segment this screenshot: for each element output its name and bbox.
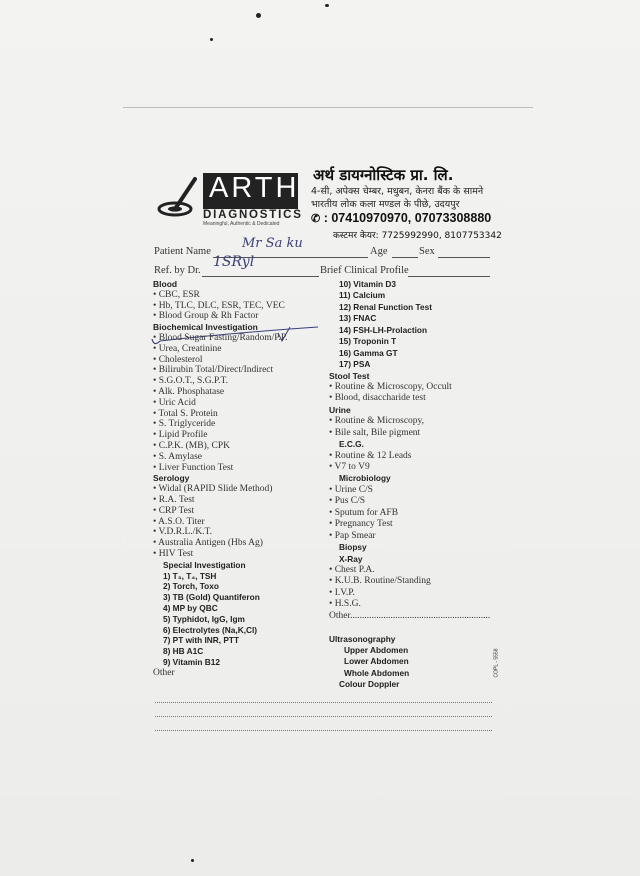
test-item: • C.P.K. (MB), CPK — [153, 440, 230, 451]
test-item: 15) Troponin T — [339, 336, 397, 347]
test-item: • Blood, disaccharide test — [329, 393, 426, 404]
test-item: • Routine & 12 Leads — [329, 450, 412, 461]
test-item: • Alk. Phosphatase — [153, 386, 225, 397]
company-address — [311, 185, 483, 211]
other-line-3 — [155, 730, 492, 731]
test-item: • Sputum for AFB — [329, 507, 399, 518]
test-item: • Australia Antigen (Hbs Ag) — [153, 538, 263, 549]
test-item: • Urine C/S — [329, 484, 373, 495]
test-item: 14) FSH-LH-Prolaction — [339, 324, 428, 335]
sex-label: Sex — [419, 246, 435, 257]
test-item: Whole Abdomen — [344, 667, 410, 678]
test-item: 13) FNAC — [339, 313, 377, 324]
test-item: 17) PSA — [339, 359, 371, 370]
test-item: Colour Doppler — [339, 679, 400, 690]
phone-numbers — [311, 211, 491, 225]
other-line-2 — [155, 716, 492, 717]
customer-care: कस्टमर केयर: 7725992990, 8107753342 — [333, 231, 502, 241]
test-item: 6) Electrolytes (Na,K,Cl) — [163, 624, 258, 635]
other-line-1 — [155, 702, 492, 703]
section-heading: Biochemical Investigation — [153, 322, 258, 333]
test-item: • S.G.O.T., S.G.P.T. — [153, 376, 229, 387]
test-item: Other........................................................... — [329, 610, 491, 621]
test-item: 16) Gamma GT — [339, 347, 398, 358]
patient-name-label: Patient Name — [154, 246, 211, 257]
test-item: • CRP Test — [153, 505, 195, 516]
test-item: Special Investigation — [163, 559, 246, 570]
test-item: Ultrasonography — [329, 633, 396, 644]
logo-main-text: ARTH — [209, 172, 300, 204]
test-item: • Urea, Creatinine — [153, 343, 222, 354]
left-test-column — [153, 279, 333, 678]
test-item: • CBC, ESR — [153, 289, 200, 300]
test-item: 11) Calcium — [339, 290, 386, 301]
test-item: • Hb, TLC, DLC, ESR, TEC, VEC — [153, 300, 285, 311]
test-item: • Total S. Protein — [153, 408, 218, 419]
test-item: Upper Abdomen — [344, 645, 409, 655]
test-item: • A.S.O. Titer — [153, 516, 205, 527]
test-item: • Uric Acid — [153, 397, 196, 408]
form-top-edge — [123, 107, 533, 108]
test-item: • Routine & Microscopy, — [329, 416, 425, 427]
test-item: 9) Vitamin B12 — [163, 656, 221, 667]
test-item: 10) Vitamin D3 — [339, 279, 397, 289]
test-item: 8) HB A1C — [163, 646, 204, 657]
target-logo-icon — [155, 175, 201, 221]
spacer — [329, 622, 504, 633]
logo-wordmark-box — [203, 173, 298, 209]
test-item: • V7 to V9 — [329, 462, 370, 472]
ref-by-line — [202, 276, 319, 277]
test-item: • Bilirubin Total/Direct/Indirect — [153, 365, 274, 376]
section-heading: Blood — [153, 279, 178, 289]
test-item: • I.V.P. — [329, 587, 355, 598]
test-item: • Pus C/S — [329, 496, 366, 507]
patient-name-handwriting: Mr Sa ku — [242, 236, 303, 251]
test-item: X-Ray — [339, 553, 363, 564]
test-item: • Pregnancy Test — [329, 519, 393, 530]
scan-speck — [210, 38, 213, 41]
test-item: • Lipid Profile — [153, 430, 208, 441]
test-item: 1) T₃, T₄, TSH — [163, 570, 217, 581]
scan-speck — [256, 13, 261, 18]
ref-by-label: Ref. by Dr. — [154, 265, 201, 276]
test-item: • Cholesterol — [153, 354, 203, 365]
phone-text: : 07410970970, 07073308880 — [323, 211, 492, 225]
test-item: • H.S.G. — [329, 599, 361, 610]
test-item: • Blood Group & Rh Factor — [153, 311, 259, 322]
address-line-1: 4-सी, अपेक्स चेम्बर, मधुबन, केनरा बैंक के सामने — [311, 186, 484, 197]
test-item: • Liver Function Test — [153, 462, 234, 473]
test-item: Biopsy — [339, 542, 367, 553]
test-item: • HIV Test — [153, 548, 194, 559]
test-item: • R.A. Test — [153, 494, 195, 505]
section-heading: Stool Test — [329, 370, 370, 381]
company-name: अर्थ डायग्नोस्टिक प्रा. लि. — [313, 166, 454, 184]
test-item: 12) Renal Function Test — [339, 301, 432, 312]
test-item: • Widal (RAPID Slide Method) — [153, 484, 273, 495]
scan-speck — [325, 4, 329, 7]
test-item: • Pap Smear — [329, 530, 376, 541]
phone-icon: ✆ — [311, 213, 321, 225]
test-item: • Chest P.A. — [329, 564, 375, 575]
test-item: Microbiology — [339, 473, 391, 484]
logo-sub-text: DIAGNOSTICS — [203, 209, 303, 221]
logo-tagline: Meaningful, Authentic & Dedicated — [203, 221, 280, 227]
footer-stamp: COPL - 5558 — [493, 648, 500, 678]
test-item: 5) Typhidot, IgG, Igm — [163, 613, 245, 624]
test-item: • V.D.R.L./K.T. — [153, 527, 213, 538]
test-item: 3) TB (Gold) Quantiferon — [163, 592, 260, 603]
test-item: • Routine & Microscopy, Occult — [329, 381, 452, 392]
test-item: 7) PT with INR, PTT — [163, 635, 240, 646]
logo-subtitle — [203, 209, 303, 227]
test-item: • S. Triglyceride — [153, 419, 216, 430]
test-item: E.C.G. — [339, 439, 364, 450]
sex-line — [438, 257, 490, 258]
address-line-2: भारतीय लोक कला मण्डल के पीछे, उदयपुर — [311, 199, 460, 210]
test-item: 2) Torch, Toxo — [163, 581, 219, 592]
section-heading: Serology — [153, 473, 190, 484]
age-label: Age — [370, 246, 388, 257]
test-item: 4) MP by QBC — [163, 602, 218, 613]
test-item: Other — [153, 667, 175, 678]
right-test-column — [329, 279, 504, 691]
test-item: • S. Amylase — [153, 451, 202, 462]
clinical-profile-line — [408, 276, 490, 277]
test-item: Lower Abdomen — [344, 656, 409, 667]
test-item: • Bile salt, Bile pigment — [329, 427, 421, 438]
ref-by-handwriting: 1SRyl — [213, 254, 255, 270]
test-item: • Blood Sugar Fasting/Random/P.P. — [153, 332, 288, 343]
section-heading: Urine — [329, 404, 351, 415]
age-line — [392, 257, 418, 258]
test-item: • K.U.B. Routine/Standing — [329, 576, 431, 587]
scan-speck — [191, 859, 194, 862]
clinical-profile-label: Brief Clinical Profile — [320, 265, 409, 276]
